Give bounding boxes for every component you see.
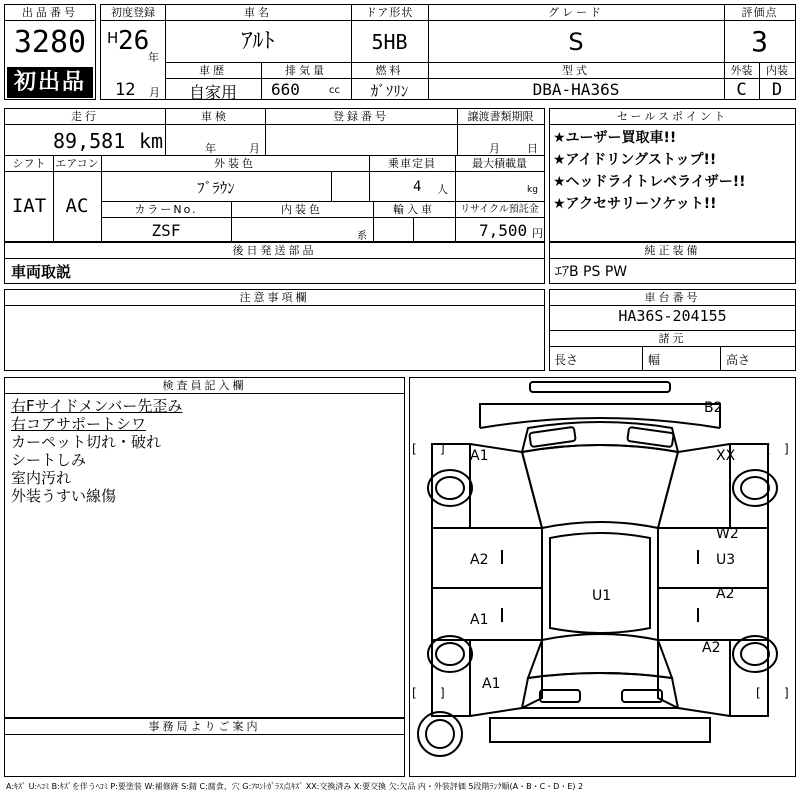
later-parts-label: 後日発送部品 <box>232 244 317 257</box>
chassis-label: 車台番号 <box>644 291 701 304</box>
registration-year-unit: 年 <box>148 51 159 64</box>
displacement-label: 排気量 <box>285 64 327 77</box>
car-name: ｱﾙﾄ <box>241 29 275 54</box>
equipment-value: ｴｱB PS PW <box>555 264 628 280</box>
shift-label: シフト <box>12 157 46 170</box>
grade-label: グレード <box>548 6 604 19</box>
registration-month: 12 <box>115 80 136 100</box>
door-type: 5HB <box>371 30 408 54</box>
lot-number-box <box>4 4 96 100</box>
chassis-box <box>549 289 796 371</box>
model: DBA-HA36S <box>532 80 620 99</box>
vehicle-info-box <box>100 4 796 100</box>
inspector-box <box>4 377 405 718</box>
office-notice-label: 事務局よりご案内 <box>148 720 261 733</box>
equipment-label: 純正装備 <box>644 244 701 257</box>
displacement-unit: cc <box>329 85 340 96</box>
color-no-label: カラーNo. <box>134 203 198 216</box>
inspector-note: 右コアサポートシワ <box>11 415 147 433</box>
exterior-color: ﾌﾞﾗｳﾝ <box>197 179 235 197</box>
notes-box <box>4 289 545 371</box>
import-label: 輸入車 <box>393 203 435 216</box>
damage-mark-left-front-door: A2 <box>470 552 489 568</box>
sales-points-label: セールスポイント <box>616 110 728 123</box>
sales-points-list <box>553 127 745 215</box>
lot-number: 3280 <box>13 25 87 60</box>
history: 自家用 <box>188 83 237 102</box>
inspection-year-unit: 年 <box>205 142 216 155</box>
damage-mark-hood: B2 <box>704 400 723 416</box>
length-label: 長さ <box>554 353 579 367</box>
displacement: 660 <box>271 80 300 99</box>
car-name-label: 車名 <box>244 6 272 19</box>
first-listing-badge <box>7 67 93 98</box>
inspection-label: 車検 <box>201 110 229 123</box>
damage-mark-right-rear-door: A2 <box>716 586 735 602</box>
registration-year: 26 <box>118 26 150 56</box>
capacity: 4 <box>413 179 422 195</box>
car-outline-diagram <box>410 378 795 776</box>
mileage-unit: km <box>139 129 164 153</box>
chassis-number: HA36S-204155 <box>618 307 727 325</box>
sales-points-box <box>549 108 796 242</box>
damage-mark-right-rear-fender: A2 <box>702 640 721 656</box>
recycle-label: リサイクル預託金 <box>460 204 539 215</box>
score-label: 評価点 <box>741 6 778 19</box>
later-parts-box <box>4 242 545 284</box>
inspector-note: 右Fサイドメンバー先歪み <box>11 397 183 415</box>
sales-point: ★ユーザー買取車!! <box>553 130 677 146</box>
inspection-month-unit: 月 <box>249 142 260 155</box>
registration-era: H <box>107 29 119 47</box>
history-label: 車歴 <box>199 64 227 77</box>
plate-label: 登録番号 <box>333 110 389 123</box>
transfer-day-unit: 日 <box>527 142 538 155</box>
inspector-note: 外装うすい線傷 <box>11 487 117 505</box>
interior-label: 内装 <box>766 64 788 77</box>
inspector-notes <box>11 397 182 505</box>
color-label: 外装色 <box>214 157 256 170</box>
fuel: ｶﾞｿﾘﾝ <box>370 82 409 100</box>
damage-mark-left-rear-door: A1 <box>470 612 489 628</box>
sales-point: ★ヘッドライトレベライザー!! <box>553 174 746 190</box>
door-label: ドア形状 <box>365 6 414 19</box>
mileage: 89,581 <box>53 129 126 153</box>
capacity-unit: 人 <box>437 183 448 196</box>
exterior-label: 外装 <box>730 64 753 77</box>
inspector-note: カーペット切れ・破れ <box>11 433 162 451</box>
interior-grade: D <box>771 80 783 100</box>
lot-number-label: 出品番号 <box>22 6 78 19</box>
specs-box <box>4 108 545 242</box>
fuel-label: 燃料 <box>375 64 404 77</box>
score: 3 <box>751 25 768 58</box>
damage-mark-left-rear-fender: A1 <box>482 676 501 692</box>
color-number: ZSF <box>151 221 181 240</box>
height-label: 高さ <box>726 353 751 367</box>
damage-mark-front-right-fender: XX <box>716 448 736 464</box>
interior-color-unit: 系 <box>357 231 367 242</box>
grade: S <box>568 28 584 56</box>
damage-mark-right-front-door-u: U3 <box>716 552 736 568</box>
dimensions-label: 諸元 <box>658 332 687 345</box>
transfer-label: 譲渡書類期限 <box>467 110 534 123</box>
damage-mark-roof: U1 <box>592 588 612 604</box>
inspector-label: 検査員記入欄 <box>162 379 247 392</box>
model-label: 型式 <box>562 64 590 77</box>
air-conditioner: AC <box>65 195 89 217</box>
exterior-grade: C <box>736 80 747 100</box>
first-listing-text: 初出品 <box>13 70 86 95</box>
shift: IAT <box>11 195 47 217</box>
recycle-fee: 7,500 <box>479 221 528 240</box>
load-unit: kg <box>527 185 538 195</box>
equipment-box <box>549 242 796 284</box>
load-label: 最大積載量 <box>472 157 527 170</box>
registration-month-unit: 月 <box>149 86 160 99</box>
registration-label: 初度登録 <box>111 6 155 19</box>
later-parts-value: 車両取説 <box>11 263 72 281</box>
notes-label: 注意事項欄 <box>239 291 310 304</box>
sales-point: ★アクセサリーソケット!! <box>553 196 717 212</box>
recycle-fee-unit: 円 <box>532 227 543 240</box>
inspector-note: シートしみ <box>11 451 87 469</box>
office-notice-box <box>4 718 405 777</box>
interior-color-label: 内装色 <box>281 203 323 216</box>
inspector-note: 室内汚れ <box>11 469 72 487</box>
sales-point: ★アイドリングストップ!! <box>553 152 717 168</box>
transfer-month-unit: 月 <box>489 142 500 155</box>
ac-label: エアコン <box>55 157 99 170</box>
width-label: 幅 <box>648 353 661 367</box>
mileage-label: 走行 <box>71 110 99 123</box>
capacity-label: 乗車定員 <box>388 157 436 170</box>
damage-mark-front-left-fender: A1 <box>470 448 489 464</box>
damage-diagram: [ ] [ ] [ ] [ ] B2 A1 XX W2 A2 U3 U1 A2 A1 A2 A1 <box>409 377 796 777</box>
legend: A:ｷｽﾞ U:ﾍｺﾐ B:ｷｽﾞを伴うﾍｺﾐ P:要塗装 W:補修跡 S:錆 C:腐食、穴 G:ﾌﾛﾝﾄｶﾞﾗｽ点ｷｽﾞ XX:交換済み X:要交換 欠:欠品 内・外装評価 5段階ﾗﾝｸ順(A・B・C・D・E) 2 <box>6 782 584 791</box>
damage-mark-right-front-door-w: W2 <box>716 526 739 542</box>
